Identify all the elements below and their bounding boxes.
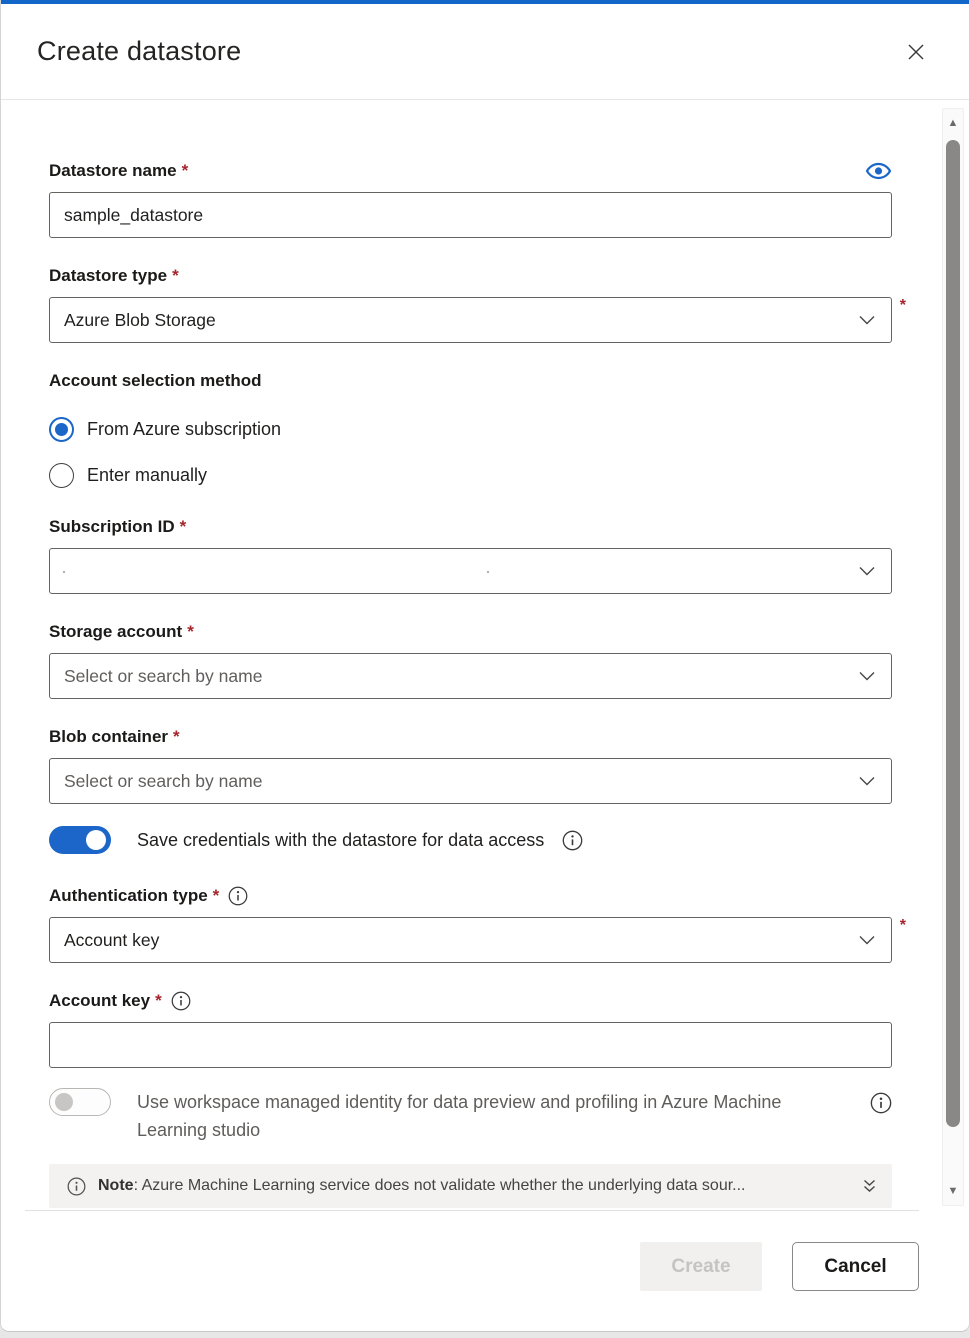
close-icon <box>905 41 927 63</box>
account-selection-label-row <box>49 368 892 394</box>
authentication-type-label: Authentication type <box>49 886 208 905</box>
required-asterisk: * <box>155 991 162 1010</box>
scrollbar-thumb[interactable] <box>946 140 960 1127</box>
info-icon[interactable] <box>171 991 191 1011</box>
required-asterisk: * <box>172 266 179 285</box>
note-body: : Azure Machine Learning service does not validate whether the underlying data sour... <box>133 1177 746 1194</box>
required-asterisk: * <box>187 622 194 641</box>
chevron-down-icon <box>859 671 875 681</box>
datastore-type-label: Datastore type <box>49 266 168 285</box>
blob-container-label: Blob container <box>49 727 169 746</box>
account-key-label-row <box>49 988 892 1014</box>
required-asterisk: * <box>179 517 187 536</box>
radio-selected-icon <box>49 417 74 442</box>
datastore-name-label-row <box>49 158 892 184</box>
info-icon[interactable] <box>870 1092 892 1114</box>
authentication-type-value: Account key <box>64 929 160 950</box>
storage-account-dropdown[interactable] <box>49 653 892 699</box>
blob-container-label-row <box>49 724 892 750</box>
authentication-type-field <box>49 917 906 963</box>
dialog-header <box>1 4 969 100</box>
account-key-input[interactable] <box>49 1022 892 1068</box>
storage-account-label: Storage account <box>49 622 183 641</box>
eye-icon[interactable] <box>865 161 892 181</box>
info-icon <box>67 1177 86 1196</box>
authentication-type-label-row <box>49 883 892 909</box>
managed-identity-toggle[interactable] <box>49 1088 111 1116</box>
vertical-scrollbar[interactable] <box>942 108 964 1206</box>
radio-enter-manually[interactable] <box>49 461 892 489</box>
info-icon[interactable] <box>562 830 583 851</box>
datastore-type-label-row <box>49 263 892 289</box>
dialog-footer <box>1 1210 969 1331</box>
expand-note-button[interactable] <box>861 1178 878 1195</box>
blob-container-dropdown[interactable] <box>49 758 892 804</box>
subscription-id-field <box>49 548 892 594</box>
dialog-title: Create datastore <box>37 36 242 66</box>
managed-identity-label: Use workspace managed identity for data preview and profiling in Azure Machine Learning studio <box>137 1092 782 1140</box>
managed-identity-row <box>49 1088 892 1144</box>
subscription-id-dropdown[interactable] <box>49 548 892 594</box>
save-credentials-row <box>49 826 892 854</box>
radio-from-azure-subscription[interactable] <box>49 415 892 443</box>
storage-account-field <box>49 653 892 699</box>
subscription-id-label: Subscription ID <box>49 517 175 536</box>
account-selection-label: Account selection method <box>49 371 262 390</box>
create-button[interactable]: Create <box>640 1242 762 1291</box>
scroll-up-arrow-icon[interactable]: ▲ <box>943 113 963 133</box>
save-credentials-toggle[interactable] <box>49 826 111 854</box>
datastore-type-value: Azure Blob Storage <box>64 309 216 330</box>
dialog-body <box>1 100 969 1208</box>
storage-account-label-row <box>49 619 892 645</box>
blob-container-field <box>49 758 892 804</box>
authentication-type-dropdown[interactable] <box>49 917 892 963</box>
scroll-down-arrow-icon[interactable]: ▼ <box>943 1181 963 1201</box>
redacted-text-dot <box>63 571 65 573</box>
required-asterisk: * <box>173 727 180 746</box>
radio-label: Enter manually <box>87 464 208 485</box>
radio-label: From Azure subscription <box>87 418 282 439</box>
datastore-type-dropdown[interactable] <box>49 297 892 343</box>
note-banner <box>49 1164 892 1208</box>
note-prefix: Note <box>98 1177 134 1194</box>
double-chevron-down-icon <box>861 1178 878 1195</box>
blob-container-placeholder: Select or search by name <box>64 770 263 791</box>
datastore-name-label: Datastore name <box>49 161 177 180</box>
required-asterisk: * <box>899 917 906 934</box>
chevron-down-icon <box>859 315 875 325</box>
required-asterisk: * <box>899 297 906 314</box>
required-asterisk: * <box>181 161 189 180</box>
chevron-down-icon <box>859 776 875 786</box>
close-button[interactable] <box>901 37 931 67</box>
datastore-name-input[interactable] <box>49 192 892 238</box>
radio-unselected-icon <box>49 463 74 488</box>
info-icon[interactable] <box>228 886 248 906</box>
cancel-button[interactable]: Cancel <box>792 1242 919 1291</box>
datastore-type-field <box>49 297 906 343</box>
required-asterisk: * <box>212 886 220 905</box>
save-credentials-label: Save credentials with the datastore for data access <box>137 830 545 850</box>
chevron-down-icon <box>859 566 875 576</box>
note-text <box>98 1177 849 1195</box>
subscription-id-label-row <box>49 514 892 540</box>
account-key-label: Account key <box>49 991 151 1010</box>
chevron-down-icon <box>859 935 875 945</box>
redacted-text-dot <box>487 571 489 573</box>
storage-account-placeholder: Select or search by name <box>64 665 263 686</box>
